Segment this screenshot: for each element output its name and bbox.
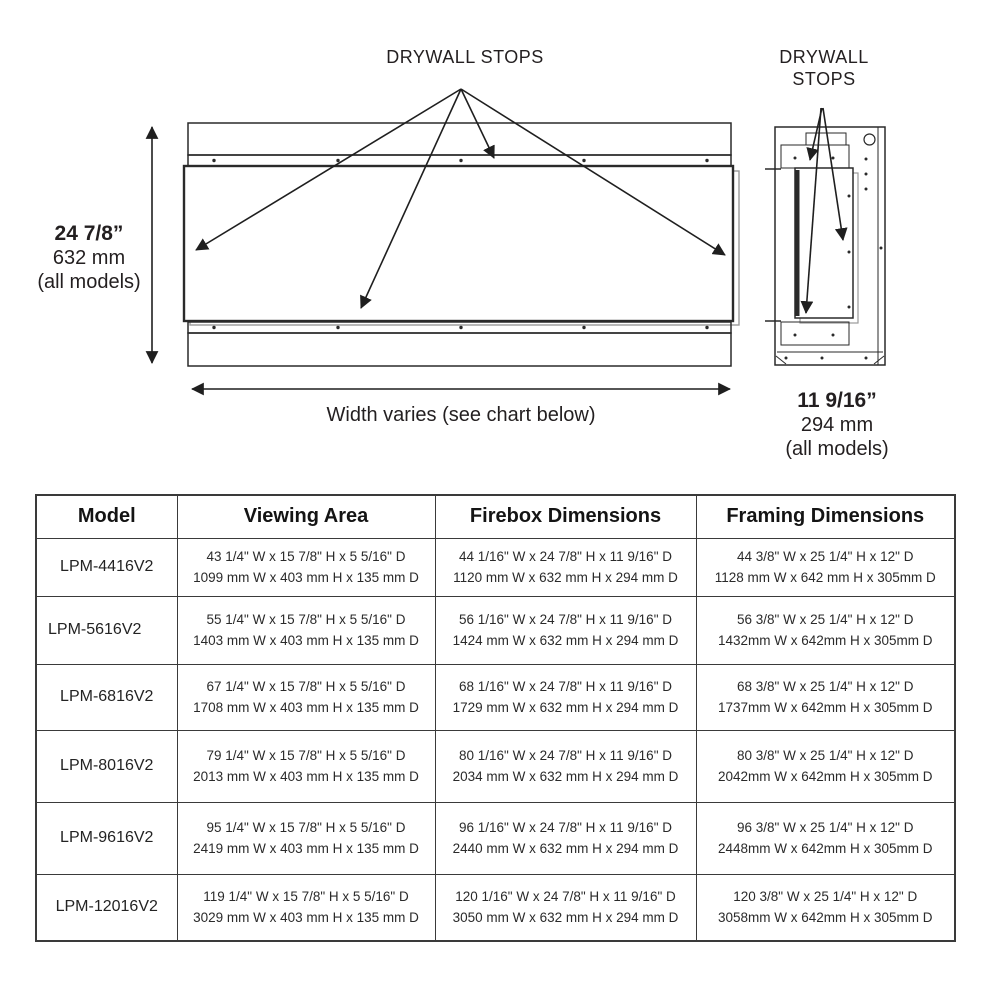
firebox-dimensions-cell (435, 664, 696, 730)
height-applies-note: (all models) (37, 271, 141, 293)
table-row (36, 664, 955, 730)
height-imperial: 24 7/8” (54, 222, 124, 245)
depth-imperial: 11 9/16” (797, 389, 877, 412)
framing-dimensions-cell (696, 664, 955, 730)
firebox-imperial: 120 1/16" W x 24 7/8" H x 11 9/16" D (455, 889, 676, 905)
model-cell: LPM-12016V2 (36, 874, 177, 941)
viewing-metric: 2419 mm W x 403 mm H x 135 mm D (193, 841, 419, 856)
firebox-metric: 1729 mm W x 632 mm H x 294 mm D (452, 700, 679, 715)
framing-metric: 1128 mm W x 642 mm H x 305mm D (714, 570, 936, 585)
height-metric: 632 mm (52, 247, 126, 269)
firebox-metric: 2034 mm W x 632 mm H x 294 mm D (452, 769, 679, 784)
depth-applies-note: (all models) (785, 438, 889, 460)
viewing-area-cell (177, 596, 435, 664)
viewing-area-cell (177, 802, 435, 874)
model-cell: LPM-5616V2 (36, 596, 177, 664)
viewing-metric: 2013 mm W x 403 mm H x 135 mm D (193, 769, 419, 784)
firebox-imperial: 80 1/16" W x 24 7/8" H x 11 9/16" D (459, 748, 672, 763)
firebox-imperial: 96 1/16" W x 24 7/8" H x 11 9/16" D (459, 820, 672, 835)
viewing-area-cell (177, 874, 435, 941)
framing-imperial: 120 3/8" W x 25 1/4" H x 12" D (733, 889, 918, 905)
framing-imperial: 68 3/8" W x 25 1/4" H x 12" D (737, 679, 914, 694)
framing-dimensions-cell (696, 538, 955, 596)
model-cell: LPM-4416V2 (36, 538, 177, 596)
spec-table (35, 494, 956, 942)
viewing-metric: 1403 mm W x 403 mm H x 135 mm D (193, 633, 419, 648)
viewing-area-cell (177, 730, 435, 802)
drywall-stops-label-side-line2: STOPS (792, 69, 856, 89)
viewing-imperial: 79 1/4" W x 15 7/8" H x 5 5/16" D (206, 748, 406, 763)
height-dimension-label (8, 222, 170, 294)
framing-metric: 2042mm W x 642mm H x 305mm D (717, 769, 933, 784)
firebox-imperial: 44 1/16" W x 24 7/8" H x 11 9/16" D (459, 549, 672, 564)
firebox-dimensions-cell (435, 730, 696, 802)
viewing-metric: 3029 mm W x 403 mm H x 135 mm D (193, 910, 419, 926)
viewing-imperial: 119 1/4" W x 15 7/8" H x 5 5/16" D (203, 889, 409, 905)
framing-metric: 1432mm W x 642mm H x 305mm D (717, 633, 933, 648)
viewing-imperial: 55 1/4" W x 15 7/8" H x 5 5/16" D (206, 612, 406, 627)
firebox-imperial: 56 1/16" W x 24 7/8" H x 11 9/16" D (459, 612, 672, 627)
table-row (36, 730, 955, 802)
firebox-metric: 3050 mm W x 632 mm H x 294 mm D (452, 910, 679, 926)
drywall-stops-label-side-line1: DRYWALL (779, 47, 869, 67)
drywall-stops-label-side (754, 46, 894, 90)
firebox-dimensions-cell (435, 596, 696, 664)
column-header-firebox-dimensions: Firebox Dimensions (435, 495, 696, 538)
model-cell: LPM-9616V2 (36, 802, 177, 874)
width-varies-label: Width varies (see chart below) (326, 404, 596, 426)
framing-dimensions-cell (696, 730, 955, 802)
front-view-drawing (184, 123, 739, 366)
viewing-metric: 1099 mm W x 403 mm H x 135 mm D (193, 570, 419, 585)
depth-dimension-label (747, 389, 927, 461)
table-row (36, 874, 955, 941)
framing-imperial: 56 3/8" W x 25 1/4" H x 12" D (737, 612, 914, 627)
viewing-area-cell (177, 538, 435, 596)
column-header-model: Model (36, 495, 177, 538)
viewing-area-cell (177, 664, 435, 730)
firebox-dimensions-cell (435, 538, 696, 596)
column-header-framing-dimensions: Framing Dimensions (696, 495, 955, 538)
framing-metric: 3058mm W x 642mm H x 305mm D (717, 910, 933, 926)
table-header-row (36, 495, 955, 538)
framing-imperial: 80 3/8" W x 25 1/4" H x 12" D (737, 748, 914, 763)
column-header-viewing-area: Viewing Area (177, 495, 435, 538)
framing-metric: 1737mm W x 642mm H x 305mm D (717, 700, 933, 715)
framing-dimensions-cell (696, 802, 955, 874)
framing-dimensions-cell (696, 874, 955, 941)
viewing-imperial: 67 1/4" W x 15 7/8" H x 5 5/16" D (206, 679, 406, 694)
framing-metric: 2448mm W x 642mm H x 305mm D (717, 841, 933, 856)
depth-metric: 294 mm (800, 414, 874, 436)
viewing-metric: 1708 mm W x 403 mm H x 135 mm D (193, 700, 419, 715)
table-row (36, 538, 955, 596)
model-cell: LPM-8016V2 (36, 730, 177, 802)
table-row (36, 596, 955, 664)
framing-imperial: 44 3/8" W x 25 1/4" H x 12" D (737, 549, 914, 564)
firebox-imperial: 68 1/16" W x 24 7/8" H x 11 9/16" D (459, 679, 672, 694)
firebox-dimensions-cell (435, 802, 696, 874)
framing-imperial: 96 3/8" W x 25 1/4" H x 12" D (737, 820, 914, 835)
viewing-imperial: 95 1/4" W x 15 7/8" H x 5 5/16" D (206, 820, 406, 835)
framing-dimensions-cell (696, 596, 955, 664)
drywall-stops-label-front: DRYWALL STOPS (386, 47, 544, 67)
firebox-metric: 1424 mm W x 632 mm H x 294 mm D (452, 633, 679, 648)
firebox-metric: 2440 mm W x 632 mm H x 294 mm D (452, 841, 679, 856)
table-row (36, 802, 955, 874)
firebox-metric: 1120 mm W x 632 mm H x 294 mm D (453, 570, 678, 585)
firebox-dimensions-cell (435, 874, 696, 941)
side-view-drawing (765, 127, 885, 365)
model-cell: LPM-6816V2 (36, 664, 177, 730)
viewing-imperial: 43 1/4" W x 15 7/8" H x 5 5/16" D (206, 549, 406, 564)
